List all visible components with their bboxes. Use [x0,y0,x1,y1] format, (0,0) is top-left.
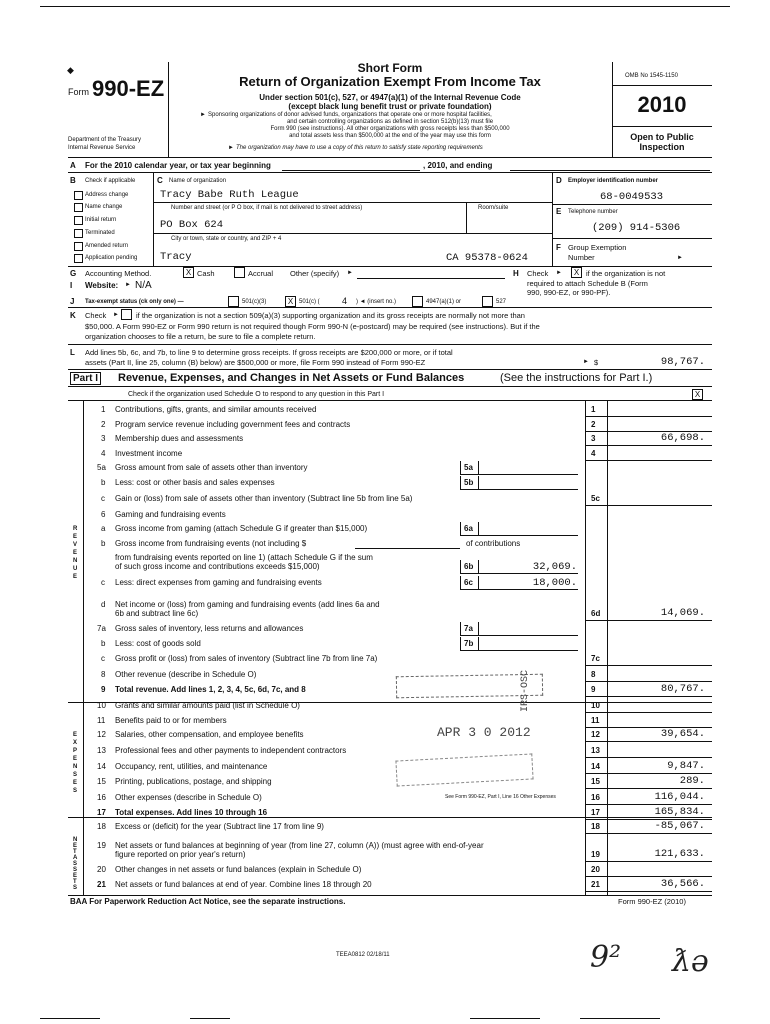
form-number: 990-EZ [92,76,165,101]
form-subtitle1: Under section 501(c), 527, or 4947(a)(1) of the Internal Revenue Code [259,93,521,102]
other-method-field[interactable] [357,278,505,279]
website-label-letter: I [70,281,73,290]
website-label: Website: [85,281,119,290]
other-method-label: Other (specify) [290,269,340,278]
line-number: 19 [97,841,106,850]
line-amount-rule [585,741,712,742]
handwritten-mark-right: ƛə [672,944,709,979]
line-ref: 14 [591,762,600,771]
org-name-label: Name of organization [169,178,227,184]
sub-line-divider [460,560,461,573]
line-amount-rule [585,620,712,621]
501c-number[interactable]: 4 [342,296,348,306]
net-assets-side-label: NET ASSETS [73,837,78,891]
sub-line-ref: 7b [464,639,474,648]
501c-close: ) ◄ (insert no.) [356,299,396,305]
open-public-2: Inspection [639,142,685,152]
tax-year: 2010 [637,92,687,117]
received-date-stamp: APR 3 0 2012 [437,725,531,740]
line-amount[interactable]: 80,767. [660,683,705,695]
line-amount-rule [585,876,712,877]
header-bottom-rule [68,157,712,158]
cash-label: Cash [197,269,215,278]
phone-rule [552,238,712,239]
arrow-icon: ► [677,255,683,261]
line-description: Membership dues and assessments [115,434,244,443]
arrow-icon: ► [200,112,206,118]
line-amount-rule [585,681,712,682]
form-word: Form [68,87,89,97]
line-description: from fundraising events reported on line 1) (attach Schedule G if the sum [115,553,373,562]
line-description: Contributions, gifts, grants, and similar amounts received [115,405,317,414]
city-label: City or town, state or country, and ZIP + 4 [171,236,282,242]
section-a-label: A [70,161,76,170]
line-ref: 12 [591,730,600,739]
line-amount-rule [585,665,712,666]
section-l-text1: Add lines 5b, 6c, and 7b, to line 9 to determine gross receipts. If gross receipts are $200,000 or more, or if total [85,348,453,357]
section-k-text2: $50,000. A Form 990-EZ or Form 990 return is not required though Form 990-N (e-postcard) may be required (see instructions). But if the [85,322,540,331]
section-h-text3: 990, 990-EZ, or 990-PF). [527,288,611,297]
section-h-label: H [513,269,519,278]
line-number: 9 [101,685,106,694]
expenses-sidebar-line [83,702,84,817]
form-title: Return of Organization Exempt From Income Tax [239,74,541,89]
line-description: Gross amount from sale of assets other than inventory [115,463,308,472]
top-scan-edge [40,6,730,7]
sub-line-divider [460,522,461,535]
revenue-side-label: REVENUE [73,526,78,580]
line-number: 4 [101,449,106,458]
check-if-applicable: Check if applicable [85,178,136,184]
sub-line-rule [460,573,578,574]
line-number: 5a [97,463,106,472]
section-b-divider [153,172,154,267]
section-k-text1: if the organization is not a section 509(a)(3) supporting organization and its gross receipts are normally not more than [136,311,525,320]
line-amount-rule [585,757,712,758]
sub-line-rule [460,589,578,590]
line-description: Gross profit or (loss) from sales of inventory (Subtract line 7b from line 7a) [115,654,378,663]
schedule-o-checkbox[interactable]: X [692,389,703,400]
name-change-checkbox[interactable] [74,203,83,212]
501c-open: 501(c) ( [299,299,320,305]
line-description: Less: cost or other basis and sales expenses [115,478,275,487]
header-note3: Form 990 (see instructions). All other organizations with gross receipts less than $500,000 [270,126,510,132]
street-field[interactable]: PO Box 624 [160,219,224,231]
part1-title: Revenue, Expenses, and Changes in Net Assets or Fund Balances [118,372,465,384]
501c3-label: 501(c)(3) [242,299,267,305]
line-ref: 10 [591,701,600,710]
line-amount[interactable]: 121,633. [654,848,705,860]
ein-label: Employer identification number [568,178,659,184]
address-change-checkbox[interactable] [74,191,83,200]
section-a-text: For the 2010 calendar year, or tax year beginning [85,161,271,170]
header-note2: and certain controlling organizations as defined in section 512(b)(13) must file [286,119,494,125]
line-number: c [101,654,105,663]
line-number: c [101,578,105,587]
amended-return-label: Amended return [85,243,129,249]
line-description: Grants and similar amounts paid (list in Schedule O) [115,701,300,710]
line-description-extra: of contributions [466,539,521,548]
room-divider [466,202,467,233]
line-description: Less: direct expenses from gaming and fundraising events [115,578,322,587]
arrow-icon: ► [556,270,562,276]
section-c-bottom-rule [68,266,712,267]
part1-check-rule [68,400,712,401]
open-public-1: Open to Public [630,132,694,142]
phone-field[interactable]: (209) 914-5306 [592,222,681,234]
form-code: TEEA0812 02/18/11 [336,952,390,958]
line-number: c [101,494,105,503]
line-description-cont: 6b and subtract line 6c) [115,609,199,618]
sub-line-divider [478,522,479,535]
line-description: Other expenses (describe in Schedule O) [115,793,262,802]
room-suite-label: Room/suite [478,205,509,211]
address-change-label: Address change [85,192,129,198]
year-rule [612,126,712,127]
line-amount[interactable]: 14,069. [660,607,705,619]
part1-label: Part I [70,372,101,385]
sub-line-divider [478,622,479,635]
line-number: 12 [97,730,106,739]
line-number: 2 [101,420,106,429]
line-number: 1 [101,405,106,414]
section-c-right-divider [552,172,553,267]
schedule-b-checkbox[interactable]: X [571,267,582,278]
line-amount-rule [585,505,712,506]
line-description: Gain or (loss) from sale of assets other than inventory (Subtract line 5b from line 5a) [115,494,413,503]
line-description: Gross sales of inventory, less returns and allowances [115,624,304,633]
section-k-text3: organization chooses to file a return, be sure to file a complete return. [85,332,316,341]
bottom-scan-edge [190,1018,230,1019]
accrual-checkbox[interactable] [234,267,245,278]
line-amount-rule [585,696,712,697]
line-number: 15 [97,777,106,786]
short-form-label: Short Form [357,61,423,75]
sub-line-ref: 6a [464,524,473,533]
sub-line-rule [460,535,578,536]
tax-exempt-status-label: Tax-exempt status (ck only one) — [85,299,184,305]
line-description: Professional fees and other payments to independent contractors [115,746,347,755]
terminated-checkbox[interactable] [74,229,83,238]
line-ref: 21 [591,880,600,889]
section-l-text2: assets (Part II, line 25, column (B) below) are $500,000 or more, file Form 990 instead of Form 990-EZ [85,358,426,367]
bottom-scan-edge [40,1018,100,1019]
section-b-label: B [70,176,76,185]
line-number: 18 [97,822,106,831]
org-name-rule [153,202,553,203]
line-description: Other revenue (describe in Schedule O) [115,670,257,679]
sub-line-divider [460,622,461,635]
501c-checkbox[interactable]: X [285,296,296,307]
section-h-text1: if the organization is not [586,269,666,278]
dept-line1: Department of the Treasury [68,137,142,143]
line-number: 7a [97,624,106,633]
line-number: 16 [97,793,106,802]
line-description-extra: See Form 990-EZ, Part I, Line 16 Other Expenses [445,794,556,800]
line-description: Investment income [115,449,183,458]
application-pending-label: Application pending [85,255,138,261]
line-ref: 9 [591,685,596,694]
line-description: Net income or (loss) from gaming and fundraising events (add lines 6a and [115,600,380,609]
line-number: 6 [101,510,106,519]
sub-line-ref: 5a [464,463,473,472]
line-ref: 13 [591,746,600,755]
line-description: Gross income from gaming (attach Schedule G if greater than $15,000) [115,524,368,533]
line-ref: 15 [591,777,600,786]
sub-line-ref: 6c [464,578,473,587]
line-description-cont: of such gross income and contributions exceeds $15,000) [115,562,320,571]
omb-number: OMB No 1545-1150 [625,73,678,79]
line-number: 13 [97,746,106,755]
line-number: d [101,600,106,609]
arrow-icon: ► [583,359,589,365]
line-ref: 20 [591,865,600,874]
section-k-checkbox[interactable] [121,309,132,320]
line-amount-rule [585,773,712,774]
line-number: 8 [101,670,106,679]
name-change-label: Name change [85,204,123,210]
ein-rule [552,204,712,205]
line-ref: 17 [591,808,600,817]
line-number: 14 [97,762,106,771]
line-description: Total expenses. Add lines 10 through 16 [115,808,268,817]
bottom-scan-edge [470,1018,540,1019]
contributions-field[interactable] [355,548,460,549]
line-amount-rule [585,460,712,461]
sub-line-rule [460,635,578,636]
line-ref: 6d [591,609,601,618]
tax-year-begin-field[interactable] [282,170,420,171]
line-ref: 18 [591,822,600,831]
sub-line-amount[interactable]: 32,069. [532,561,577,573]
section-j-rule [68,307,712,308]
line-description: Total revenue. Add lines 1, 2, 3, 4, 5c, 6d, 7c, and 8 [115,685,306,694]
line-description: Gaming and fundraising events [115,510,226,519]
line-description: Net assets or fund balances at end of year. Combine lines 18 through 20 [115,880,372,889]
line-ref: 2 [591,420,596,429]
line-amount-rule [585,788,712,789]
4947-label: 4947(a)(1) or [426,299,462,305]
line-number: 21 [97,880,106,889]
line-amount-rule [585,712,712,713]
line-amount-rule [585,445,712,446]
sub-line-divider [460,476,461,489]
part1-title-note: (See the instructions for Part I.) [500,372,653,384]
irs-osc-stamp: IRS-OSC [520,669,531,712]
section-d-label: D [556,176,562,185]
net-assets-sidebar-line [83,817,84,896]
amended-return-checkbox[interactable] [74,242,83,251]
line-description: Net assets or fund balances at beginning of year (from line 27, column (A)) (must agree with end-of-year [115,841,484,850]
initial-return-label: Initial return [85,217,117,223]
sub-line-divider [478,637,479,650]
sub-line-divider [460,576,461,589]
group-number-label: Number [568,253,595,262]
header-note1: Sponsoring organizations of donor advised funds, organizations that operate one or more hospital facilities, [208,112,492,118]
omb-rule [612,85,712,86]
initial-return-checkbox[interactable] [74,216,83,225]
line-amount[interactable]: 289. [679,775,705,787]
line-amount-rule [585,861,712,862]
sub-line-rule [460,474,578,475]
baa-notice: BAA For Paperwork Reduction Act Notice, see the separate instructions. [70,897,346,906]
line-ref: 8 [591,670,596,679]
line-ref: 16 [591,793,600,802]
line-ref: 3 [591,434,596,443]
line-description: Gross income from fundraising events (not including $ [115,539,307,548]
sub-line-ref: 5b [464,478,474,487]
ref-column-left [585,400,586,896]
line-amount[interactable]: 39,654. [660,728,705,740]
tax-year-end-field[interactable] [510,170,710,171]
line-amount-rule [585,804,712,805]
form-footer-ref: Form 990-EZ (2010) [618,897,686,906]
state-zip-field[interactable]: CA 95378-0624 [446,252,528,264]
sub-line-rule [460,489,578,490]
header-divider-left [168,62,169,158]
line-number: b [101,539,106,548]
part1-check-text: Check if the organization used Schedule O to respond to any question in this Part I [128,391,385,398]
group-exemption-label: Group Exemption [568,243,627,252]
line-number: a [101,524,106,533]
org-name-field[interactable]: Tracy Babe Ruth League [160,189,299,201]
line-amount-rule [585,416,712,417]
arrow-icon: ► [113,312,119,318]
line-amount[interactable]: 116,044. [654,791,705,803]
revenue-sidebar-line [83,400,84,702]
city-field[interactable]: Tracy [160,251,192,263]
501c3-checkbox[interactable] [228,296,239,307]
application-pending-checkbox[interactable] [74,254,83,263]
sub-line-amount[interactable]: 18,000. [532,577,577,589]
header-note5: The organization may have to use a copy of this return to satisfy state reporting requirements [236,145,483,151]
line-number: b [101,639,106,648]
part1-header-rule [68,386,712,387]
line-amount-rule [585,833,712,834]
sub-line-ref: 6b [464,562,474,571]
form-subtitle2: (except black lung benefit trust or private foundation) [288,102,492,111]
section-g-label: G [70,269,77,278]
line-description: Less: cost of goods sold [115,639,201,648]
sub-line-divider [478,461,479,474]
line-ref: 1 [591,405,596,414]
line-description: Occupancy, rent, utilities, and maintenance [115,762,268,771]
line-amount[interactable]: 165,834. [654,806,705,818]
expenses-side-label: EXPENSES [73,732,78,794]
line-ref: 19 [591,850,600,859]
bullet-mark: ◆ [67,65,74,75]
bottom-scan-edge [580,1018,660,1019]
line-ref: 5c [591,494,600,503]
arrow-icon: ► [347,270,353,276]
dept-line2: Internal Revenue Service [68,145,136,151]
line-amount[interactable]: 9,847. [667,760,705,772]
section-c-label: C [157,176,163,185]
line-amount[interactable]: 66,698. [660,432,705,444]
handwritten-mark-left: 9² [590,940,622,975]
line-number: 20 [97,865,106,874]
section-k-check: Check [85,311,107,320]
527-checkbox[interactable] [482,296,493,307]
gross-receipts-amount[interactable]: 98,767. [660,356,705,368]
line-description: Benefits paid to or for members [115,716,227,725]
line-number: b [101,478,106,487]
527-label: 527 [496,299,507,305]
street-rule [153,233,553,234]
ein-field[interactable]: 68-0049533 [600,191,664,203]
sub-line-divider [460,461,461,474]
section-l-dollar: $ [594,358,599,367]
part1-bottom-rule [68,895,712,896]
line-ref: 4 [591,449,596,458]
line-ref: 7c [591,654,600,663]
4947-checkbox[interactable] [412,296,423,307]
section-l-rule [68,369,712,370]
section-h-text2: required to attach Schedule B (Form [527,279,648,288]
line-description: Other changes in net assets or fund balances (explain in Schedule O) [115,865,362,874]
sub-line-ref: 7a [464,624,473,633]
accrual-label: Accrual [248,269,274,278]
section-a-mid: , 2010, and ending [423,161,493,170]
arrow-icon: ► [228,145,234,151]
line-description: Salaries, other compensation, and employee benefits [115,730,304,739]
accounting-method-label: Accounting Method. [85,269,152,278]
received-stamp-bottom [395,753,533,786]
cash-checkbox[interactable]: X [183,267,194,278]
line-amount[interactable]: 36,566. [660,878,705,890]
section-j-label: J [70,297,75,306]
arrow-icon: ► [125,282,131,288]
line-number: 17 [97,808,106,817]
section-f-label: F [556,243,561,252]
line-description: Program service revenue including government fees and contracts [115,420,351,429]
phone-label: Telephone number [568,209,618,215]
header-note4: and total assets less than $500,000 at the end of the year may use this form [289,133,491,139]
section-k-label: K [70,311,76,320]
sub-line-divider [478,476,479,489]
section-h-check: Check [527,269,549,278]
sub-line-divider [460,637,461,650]
line-number: 3 [101,434,106,443]
website-field[interactable]: N/A [135,280,152,291]
line-description: Excess or (deficit) for the year (Subtract line 17 from line 9) [115,822,324,831]
line-description: Printing, publications, postage, and shipping [115,777,272,786]
street-label: Number and street (or P O box, if mail is not delivered to street address) [171,205,363,211]
section-k-rule [68,344,712,345]
line-ref: 11 [591,716,600,725]
line-amount-rule [585,891,712,892]
section-l-label: L [70,348,75,357]
section-a-rule [68,172,712,173]
line-number: 11 [97,716,106,725]
sub-line-rule [460,650,578,651]
line-number: 10 [97,701,106,710]
section-e-label: E [556,207,562,216]
line-description-cont: figure reported on prior year's return) [115,850,246,859]
line-amount[interactable]: -85,067. [654,820,705,832]
terminated-label: Terminated [85,230,115,236]
